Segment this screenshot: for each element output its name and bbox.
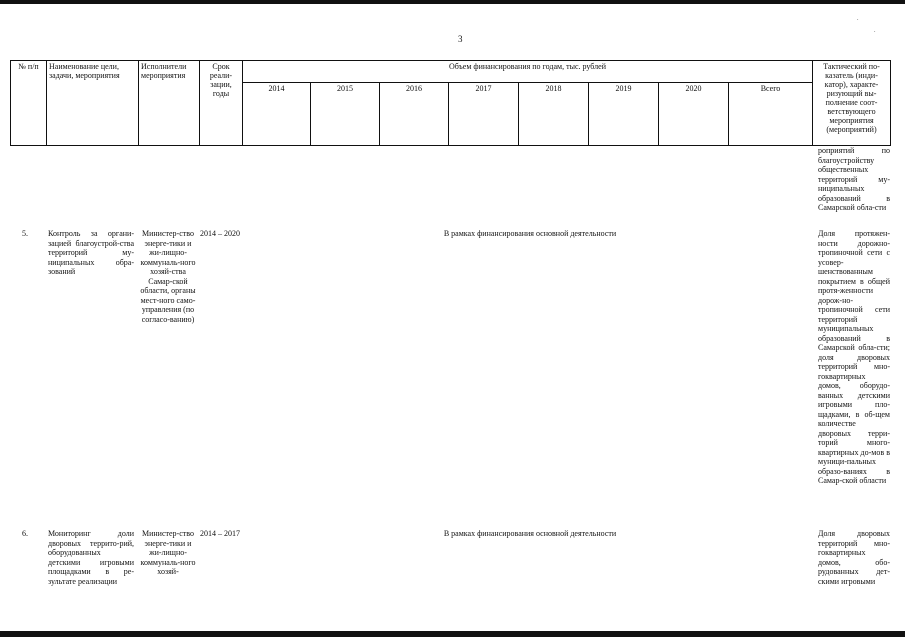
header-year: 2014 <box>243 82 311 145</box>
top-border-bar <box>0 0 905 4</box>
header-financing: Объем финансирования по годам, тыс. рублей <box>243 61 813 83</box>
row-name: Контроль за органи-зацией благоустрой-ства территорий му-ниципальных обра-зований <box>48 229 134 276</box>
continuation-indicator: роприятий по благоустройству общественных территорий му-ниципальных образований в Самарской обла-сти <box>818 146 890 212</box>
row-financing: В рамках финансирования основной деятельности <box>443 229 617 238</box>
row-financing: В рамках финансирования основной деятельности <box>443 529 617 538</box>
header-year-total: Всего <box>729 82 813 145</box>
row-indicator: Доля дворовых территорий мно-гоквартирных домов, обо-рудованных дет-скими игровыми <box>818 529 890 586</box>
row-number: 6. <box>22 529 28 538</box>
row-number: 5. <box>22 229 28 238</box>
row-term: 2014 – 2020 <box>200 229 240 238</box>
header-indicator: Тактический по-казатель (инди-катор), характе-ризующий вы-полнение соот-ветствующего мероприятия (мероприятий) <box>813 61 891 146</box>
row-indicator: Доля протяжен-ности дорожно-тропиночной сети с усовер-шенствованным покрытием в общей протя-женности дорож-но-тропиночной сети территорий муниципальных образований в Самарской обла-сти; доля дворовых территорий мно-гоквартирных домов, оборудо-ванных детскими игровыми пло-щадками, в об-щем количестве дворовых терри-торий много-квартирных до-мов в муници-пальных образо-ваниях в Самар-ской области <box>818 229 890 485</box>
scan-speck: . <box>857 16 859 22</box>
bottom-border-bar <box>0 631 905 637</box>
row-executors: Министер-ство энерге-тики и жи-лищно-коммуналь-ного хозяй- <box>140 529 196 576</box>
scan-speck: . <box>874 28 876 34</box>
header-year: 2020 <box>659 82 729 145</box>
row-term: 2014 – 2017 <box>200 529 240 538</box>
header-num: № п/п <box>11 61 47 146</box>
header-executors: Исполнители мероприятия <box>139 61 200 146</box>
header-year: 2018 <box>519 82 589 145</box>
row-executors: Министер-ство энерге-тики и жи-лищно-коммуналь-ного хозяй-ства Самар-ской области, органы мест-ного само-управления (по согласо-ванию) <box>140 229 196 324</box>
page-number: 3 <box>458 34 463 44</box>
header-year: 2017 <box>449 82 519 145</box>
header-term: Срок реали-зации, годы <box>200 61 243 146</box>
header-year: 2016 <box>380 82 449 145</box>
header-year: 2015 <box>311 82 380 145</box>
header-table <box>10 60 891 146</box>
row-name: Мониторинг доли дворовых террито-рий, оборудованных детскими игровыми площадками в ре-зультате реализации <box>48 529 134 586</box>
header-name: Наименование цели, задачи, мероприятия <box>47 61 139 146</box>
header-year: 2019 <box>589 82 659 145</box>
